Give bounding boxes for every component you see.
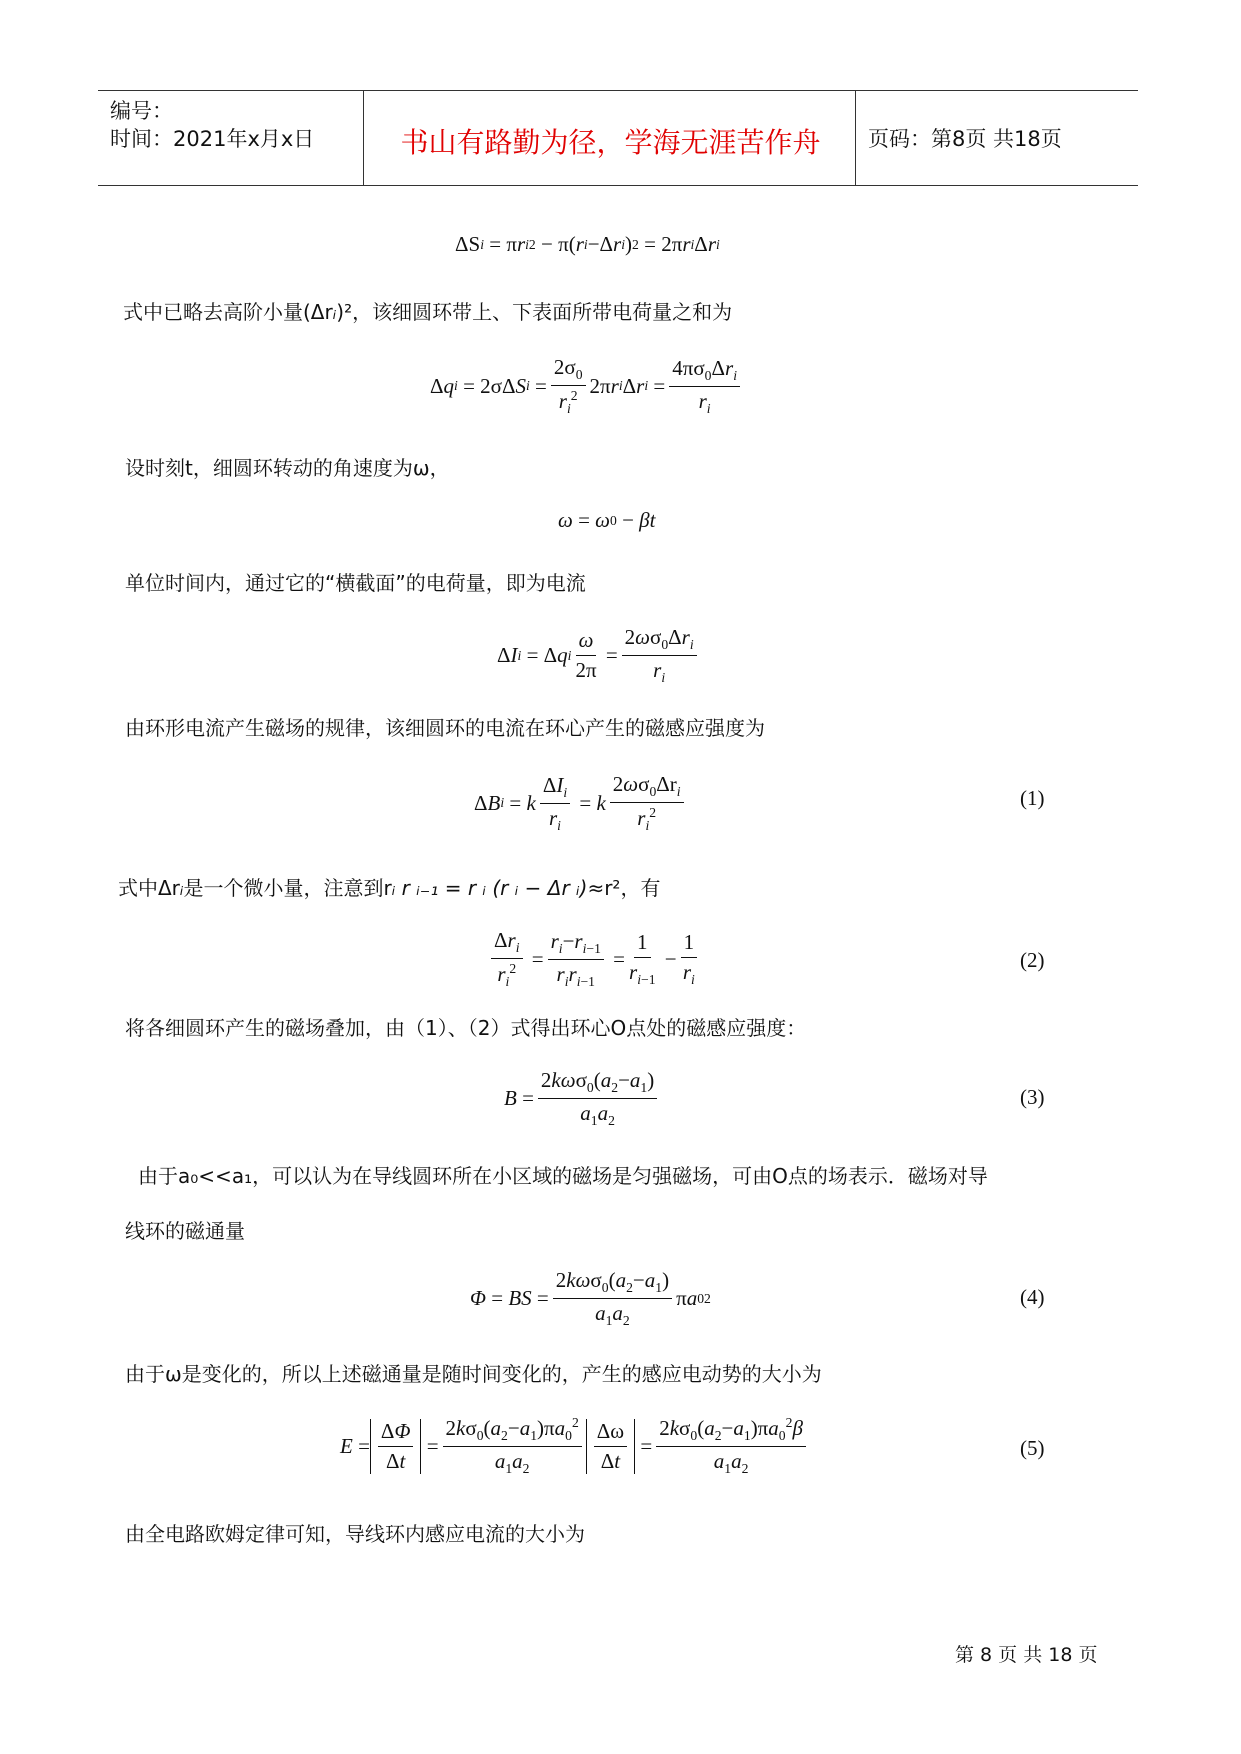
header-divider xyxy=(363,91,364,185)
header-page-info: 页码：第8页 共18页 xyxy=(868,127,1062,151)
time-label: 时间：2021年x月x日 xyxy=(110,127,315,151)
equation-total-field: B = $\frac{2k\omega\sigma_0(a_2-a_1)}{a_1a_2}$ xyxy=(504,1068,661,1129)
equation-emf: E = $\frac{\Delta\Phi}{\Delta t}$ = $\frac{2k\sigma_0(a_2-a_1)\pi a_0^2}{a_1a_2}$ $\frac{\Delta\omega}{\Delta t}$ = $\frac{2k\sigma_0(a_2-a_1)\pi a_0^2\beta}{a_1a_2}$ xyxy=(340,1415,810,1477)
equation-number: (4) xyxy=(1020,1285,1045,1309)
page-footer: 第 8 页 共 18 页 xyxy=(955,1644,1098,1666)
paragraph: 式中Δrᵢ是一个微小量，注意到rᵢ r ᵢ₋₁ = r ᵢ (r ᵢ − Δr ᵢ)≈r²，有 xyxy=(118,876,661,900)
equation-approx: $\frac{\Delta r_i}{r_i^2}$ = $\frac{r_i-r_{i-1}}{r_ir_{i-1}}$ = $\frac{1}{r_{i-1}}$ − $\frac{1}{r_i}$ xyxy=(487,928,701,990)
paragraph: 单位时间内，通过它的“横截面”的电荷量，即为电流 xyxy=(125,571,586,595)
paragraph: 由于ω是变化的，所以上述磁通量是随时间变化的，产生的感应电动势的大小为 xyxy=(125,1362,822,1386)
header-meta xyxy=(110,97,314,153)
equation-flux: Φ = BS = $\frac{2k\omega\sigma_0(a_2-a_1)}{a_1a_2}$ π a 0 2 xyxy=(470,1268,711,1329)
equation-omega: ω = ω 0 − βt xyxy=(558,508,656,532)
equation-field: Δ B i = k $\frac{\Delta I_i}{r_i}$ = k $\frac{2\omega\sigma_0\Delta r_i}{r_i^2}$ xyxy=(474,772,688,834)
equation-number: (3) xyxy=(1020,1085,1045,1109)
paragraph: 式中已略去高阶小量(Δrᵢ)²，该细圆环带上、下表面所带电荷量之和为 xyxy=(123,300,733,324)
page-header xyxy=(98,90,1138,186)
equation-number: (1) xyxy=(1020,786,1045,810)
equation-number: (2) xyxy=(1020,948,1045,972)
header-motto: 书山有路勤为径，学海无涯苦作舟 xyxy=(400,126,821,159)
equation-area: ΔS i = π r i 2 − π( r i −Δ r i ) 2 = 2π r i Δ r i xyxy=(455,232,720,256)
number-label: 编号： xyxy=(110,99,173,123)
paragraph: 设时刻t，细圆环转动的角速度为ω， xyxy=(125,456,450,480)
paragraph: 将各细圆环产生的磁场叠加，由（1）、（2）式得出环心O点处的磁感应强度： xyxy=(125,1016,807,1040)
equation-charge: Δ q i = 2σΔ S i = $\frac{2\sigma_0}{r_i^2}$ 2π r i Δ r i = $\frac{4\pi\sigma_0\Delta r_i}{r_i}$ xyxy=(430,355,744,417)
paragraph: 由全电路欧姆定律可知，导线环内感应电流的大小为 xyxy=(125,1522,585,1546)
equation-current: Δ I i = Δ q i $\frac{\omega}{2\pi}$ = $\frac{2\omega\sigma_0\Delta r_i}{r_i}$ xyxy=(497,625,701,686)
paragraph: 由于a₀<<a₁，可以认为在导线圆环所在小区域的磁场是匀强磁场，可由O点的场表示．磁场对导 xyxy=(138,1164,988,1188)
equation-number: (5) xyxy=(1020,1436,1045,1460)
paragraph: 由环形电流产生磁场的规律，该细圆环的电流在环心产生的磁感应强度为 xyxy=(125,716,765,740)
header-divider xyxy=(855,91,856,185)
paragraph: 线环的磁通量 xyxy=(125,1219,245,1243)
